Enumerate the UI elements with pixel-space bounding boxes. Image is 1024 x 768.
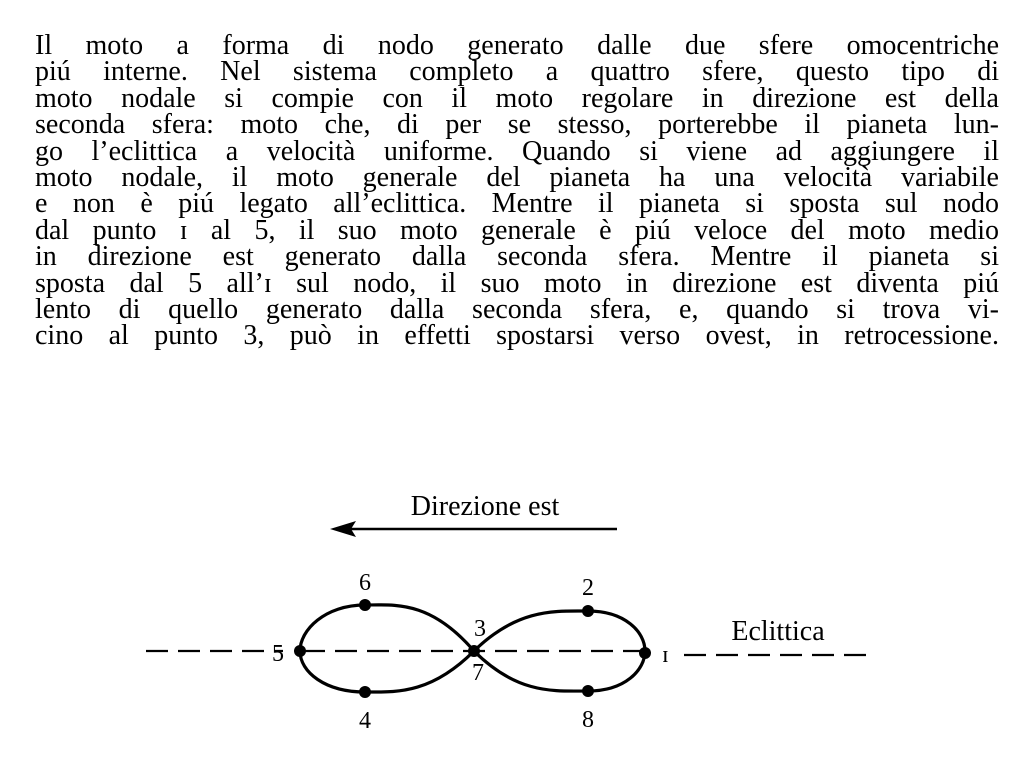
text-line-11: lento di quello generato dalla seconda sfera, e, quando si trova vi- [35, 294, 999, 326]
text-line-2: piú interne. Nel sistema completo a quattro sfere, questo tipo di [35, 56, 999, 88]
text-line-1: Il moto a forma di nodo generato dalle due sfere omocentriche [35, 30, 999, 61]
text-line-10: sposta dal 5 all’ɪ sul nodo, il suo moto in direzione est diventa piú [35, 267, 999, 299]
point-5-dot [294, 645, 306, 657]
point-label-1: ɪ [662, 642, 669, 668]
west-arrow-icon [330, 521, 617, 537]
point-label-6: 6 [359, 570, 371, 596]
point-4-dot [359, 686, 371, 698]
point-label-8: 8 [582, 707, 594, 733]
ecliptic-label: Eclittica [731, 616, 825, 647]
text-line-12: cino al punto 3, può in effetti spostarsi verso ovest, in retrocessione. [35, 320, 999, 352]
text-line-5: go l’eclittica a velocità uniforme. Quando si viene ad aggiungere il [35, 135, 999, 167]
text-line-6: moto nodale, il moto generale del pianeta ha una velocità variabile [35, 162, 999, 194]
point-6-dot [359, 599, 371, 611]
ecliptic-line [146, 651, 872, 655]
text-line-7: e non è piú legato all’eclittica. Mentre il pianeta si sposta sul nodo [35, 188, 999, 220]
point-label-2: 2 [582, 575, 594, 601]
direction-label: Direzione est [410, 491, 560, 522]
point-3-dot [468, 645, 480, 657]
point-label-5: 5 [272, 641, 284, 667]
point-label-7: 7 [472, 660, 484, 686]
point-8-dot [582, 685, 594, 697]
point-2-dot [582, 605, 594, 617]
text-line-4: seconda sfera: moto che, di per se stesso, porterebbe il pianeta lun- [35, 109, 999, 141]
text-line-3: moto nodale si compie con il moto regolare in direzione est della [35, 82, 999, 114]
text-line-9: in direzione est generato dalla seconda sfera. Mentre il pianeta si [35, 241, 999, 273]
text-line-8: dal punto ɪ al 5, il suo moto generale è piú veloce del moto medio [35, 214, 999, 246]
point-1-dot [639, 647, 651, 659]
point-label-4: 4 [359, 708, 371, 734]
point-label-3: 3 [474, 616, 486, 642]
